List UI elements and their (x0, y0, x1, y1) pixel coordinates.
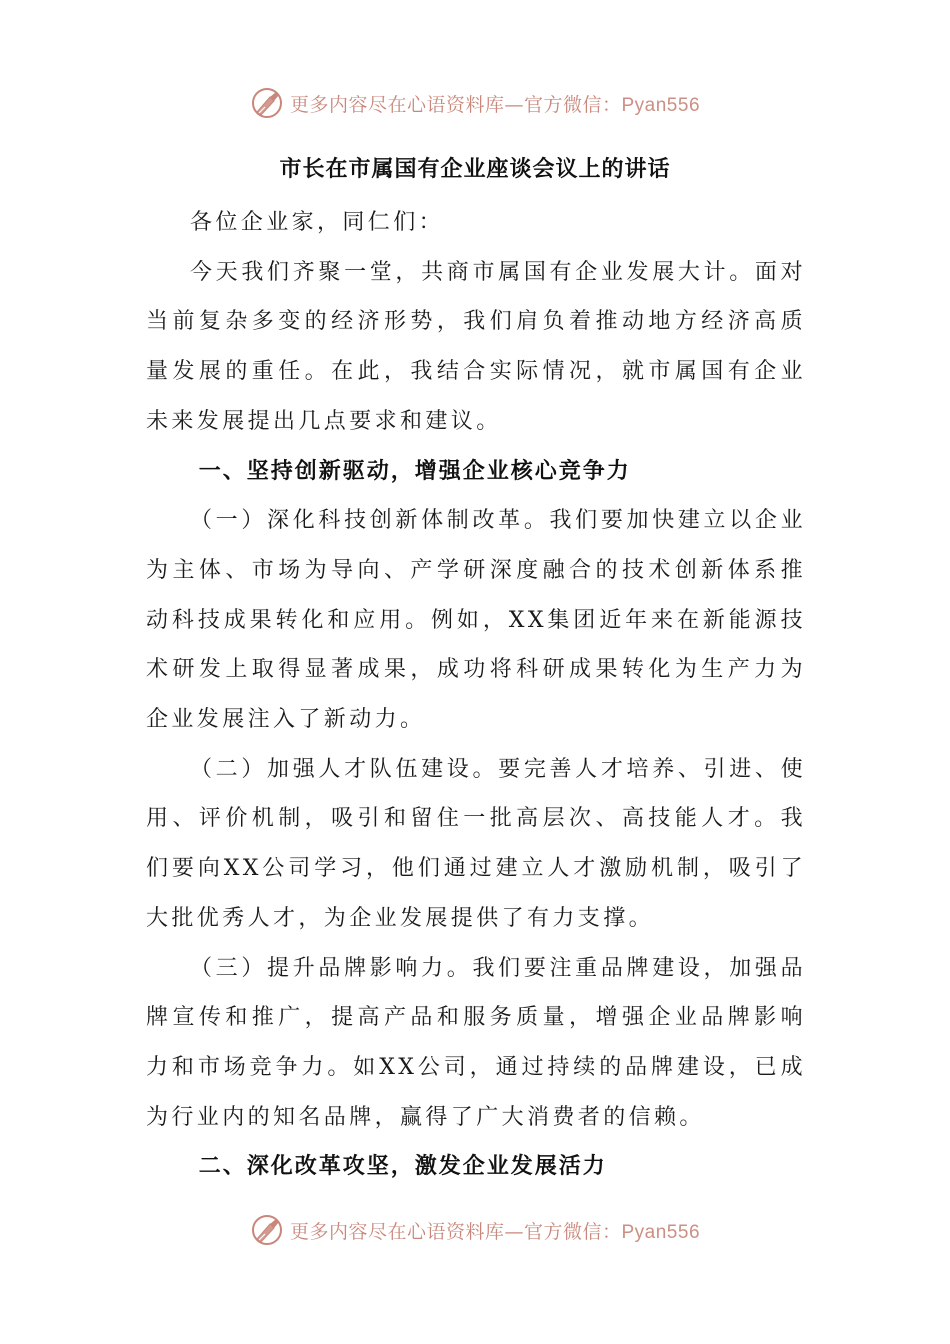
greeting-paragraph: 各位企业家，同仁们： (190, 210, 445, 235)
watermark-footer (0, 1210, 950, 1250)
section-2-heading: 二、深化改革攻坚，激发企业发展活力 (198, 1154, 607, 1180)
pen-nib-logo (250, 1213, 284, 1247)
watermark-text: 更多内容尽在心语资料库—官方微信：Pyan556 (289, 1220, 701, 1243)
intro-paragraph: 今天我们齐聚一堂，共商市属国有企业发展大计。面对当前复杂多变的经济形势，我们肩负着推动地方经济高质量发展的重任。在此，我结合实际情况，就市属国有企业未来发展提出几点要求和建议。 (146, 259, 806, 434)
section-1-paragraph-2: （二）加强人才队伍建设。要完善人才培养、引进、使用、评价机制，吸引和留住一批高层次、高技能人才。我们要向XX公司学习，他们通过建立人才激励机制，吸引了大批优秀人才，为企业发展提供了有力支撑。 (146, 756, 806, 931)
section-1-paragraph-3: （三）提升品牌影响力。我们要注重品牌建设，加强品牌宣传和推广，提高产品和服务质量，增强企业品牌影响力和市场竞争力。如XX公司，通过持续的品牌建设，已成为行业内的知名品牌，赢得了广大消费者的信赖。 (146, 955, 806, 1130)
watermark-header (0, 83, 950, 123)
document-body (146, 198, 806, 1192)
section-1-paragraph-1: （一）深化科技创新体制改革。我们要加快建立以企业为主体、市场为导向、产学研深度融合的技术创新体系推动科技成果转化和应用。例如，XX集团近年来在新能源技术研发上取得显著成果，成功将科研成果转化为生产力为企业发展注入了新动力。 (146, 508, 806, 733)
watermark-text: 更多内容尽在心语资料库—官方微信：Pyan556 (289, 93, 701, 116)
document-title: 市长在市属国有企业座谈会议上的讲话 (279, 157, 671, 182)
section-1-heading: 一、坚持创新驱动，增强企业核心竞争力 (198, 458, 631, 484)
pen-nib-logo (250, 86, 284, 120)
